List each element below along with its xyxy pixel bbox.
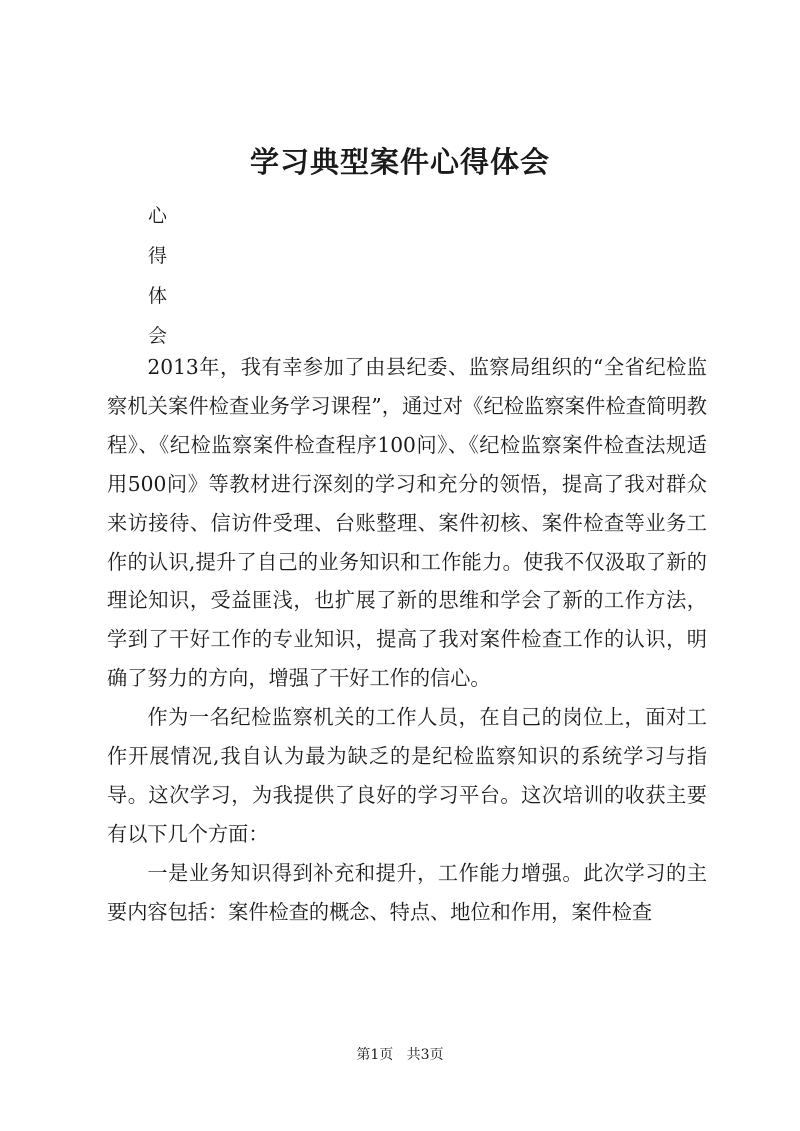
paragraph-2: 作为一名纪检监察机关的工作人员，在自己的岗位上，面对工作开展情况,我自认为最为缺乏的是纪检监察知识的系统学习与指导。这次学习，为我提供了良好的学习平台。这次培训的收获主要有以下几个方面： — [107, 705, 707, 846]
page-total: 共3页 — [406, 1047, 444, 1063]
document-body — [107, 348, 707, 932]
vertical-char: 体 — [148, 285, 168, 307]
vertical-char: 心 — [148, 205, 168, 227]
paragraph-1: 2013年，我有幸参加了由县纪委、监察局组织的“全省纪检监察机关案件检查业务学习课程”，通过对《纪检监察案件检查简明教程》、《纪检监察案件检查程序100问》、《纪检监察案件检查法规适用500问》等教材进行深刻的学习和充分的领悟，提高了我对群众来访接待、信访件受理、台账整理、案件初核、案件检查等业务工作的认识,提升了自己的业务知识和工作能力。使我不仅汲取了新的理论知识，受益匪浅，也扩展了新的思维和学会了新的工作方法，学到了干好工作的专业知识，提高了我对案件检查工作的认识，明确了努力的方向，增强了干好工作的信心。 — [107, 355, 707, 691]
vertical-char: 会 — [148, 325, 168, 347]
vertical-char: 得 — [148, 245, 168, 267]
vertical-heading — [148, 196, 178, 356]
document-title: 学习典型案件心得体会 — [249, 145, 550, 179]
paragraph-3: 一是业务知识得到补充和提升，工作能力增强。此次学习的主要内容包括：案件检查的概念、特点、地位和作用，案件检查 — [107, 860, 707, 924]
page-footer — [0, 1044, 800, 1064]
page-separator — [398, 1047, 402, 1063]
page-number: 第1页 — [356, 1047, 394, 1063]
